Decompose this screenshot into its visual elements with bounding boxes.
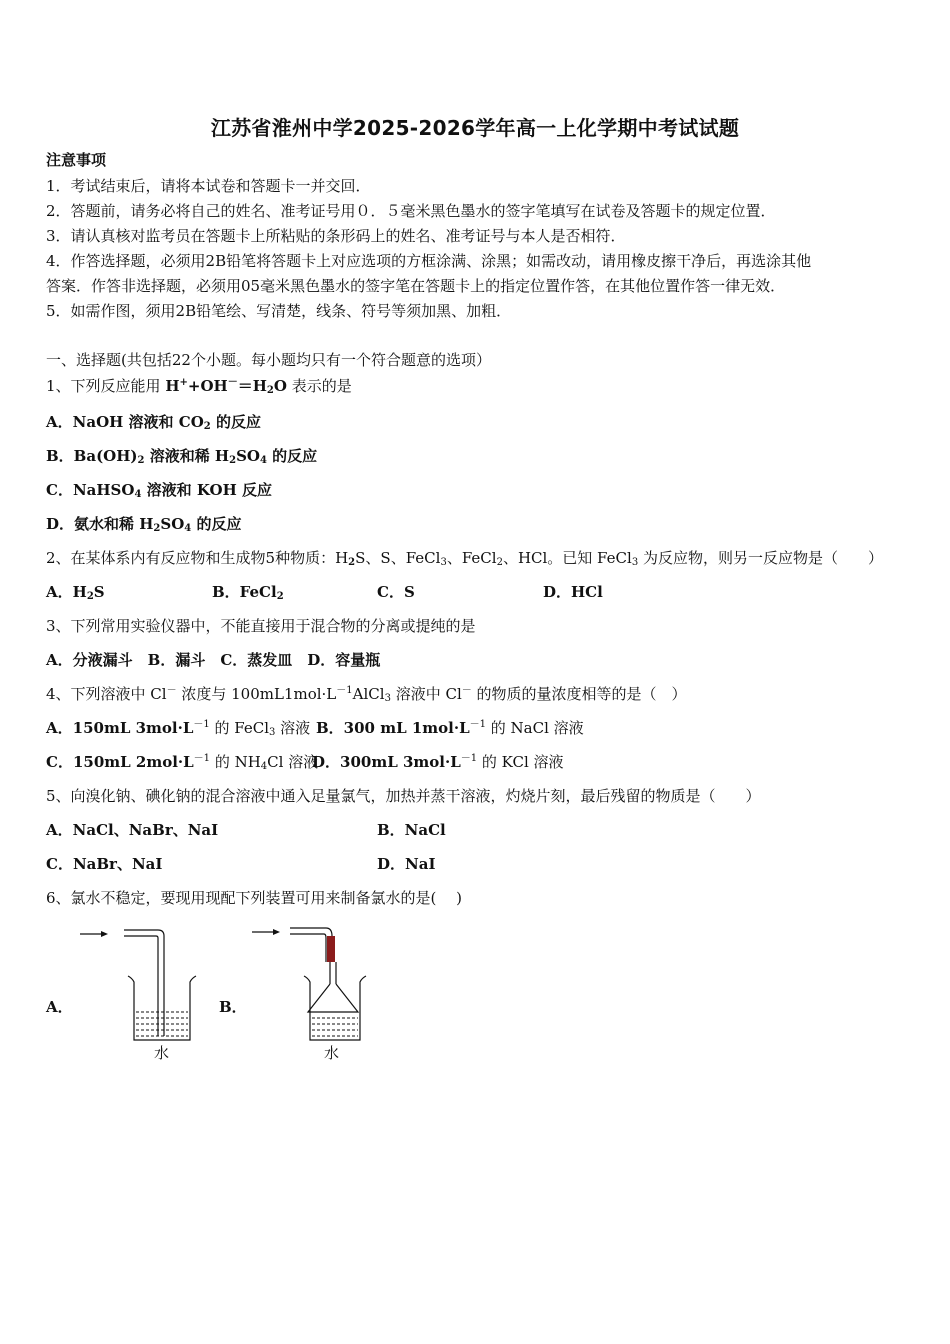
arrow-icon [252, 929, 280, 935]
q1-c-sub: 4 [134, 489, 142, 500]
q1-hsup: + [179, 377, 188, 388]
q4-part: 浓度与 100mL1mol·L [176, 685, 337, 703]
q1-option-b[interactable] [46, 446, 317, 466]
q4-part: AlCl [352, 685, 385, 703]
q2-option-c[interactable]: C．S [377, 583, 415, 601]
note-item: 1．考试结束后，请将本试卷和答题卡一并交回． [46, 177, 371, 195]
note-item: 2．答题前，请务必将自己的姓名、准考证号用０．５毫米黑色墨水的签字笔填写在试卷及答题卡的规定位置． [46, 202, 776, 220]
q1-post: 表示的是 [291, 377, 352, 395]
q2-sub: 2 [348, 557, 356, 568]
q2-option-b[interactable] [212, 582, 284, 602]
q1-o: O [273, 377, 287, 395]
q1-d-part: 的反应 [191, 515, 242, 533]
water-level [136, 1012, 188, 1036]
q2-option-a[interactable] [46, 582, 105, 602]
q5-option-a[interactable]: A．NaCl、NaBr、NaI [46, 821, 219, 839]
q6-option-b[interactable]: B． [219, 998, 247, 1016]
q2-a-part: S [93, 583, 105, 601]
q1-plus: +OH [187, 377, 228, 395]
water-label-b: 水 [324, 1044, 340, 1062]
q1-eq: ＝H [237, 377, 267, 395]
q4-sup: － [166, 685, 177, 696]
q1-b-sub: 2 [229, 455, 237, 466]
q1-b-sub: 4 [259, 455, 267, 466]
q4-sup: －1 [336, 685, 353, 696]
q2-part: 、FeCl [446, 549, 497, 567]
q1-d-sub: 4 [184, 523, 192, 534]
q2-b-part: B．FeCl [212, 583, 277, 601]
note-item: 3．请认真核对监考员在答题卡上所粘贴的条形码上的姓名、准考证号与本人是否相符． [46, 227, 626, 245]
q1-h: H [165, 377, 180, 395]
question-5: 5、向溴化钠、碘化钠的混合溶液中通入足量氯气，加热并蒸干溶液，灼烧片刻，最后残留的物质是（ ） [46, 787, 761, 805]
q6-option-a[interactable]: A． [46, 998, 73, 1016]
note-item: 答案．作答非选择题，必须用05毫米黑色墨水的签字笔在答题卡上的指定位置作答，在其他位置作答一律无效． [46, 277, 786, 295]
water-label-a: 水 [154, 1044, 170, 1062]
q4-b-sup: －1 [469, 719, 487, 730]
q5-option-b[interactable]: B．NaCl [377, 821, 446, 839]
q4-c-part: 的 NH [210, 753, 261, 771]
q1-b-part: SO [236, 447, 260, 465]
question-2 [46, 548, 883, 568]
glass-tube [124, 930, 164, 1036]
q2-sub: 2 [496, 557, 503, 568]
funnel-icon [308, 962, 358, 1012]
q4-d-part: D．300mL 3mol·L [312, 753, 461, 771]
q2-part: 、HCl。已知 FeCl [502, 549, 632, 567]
glass-tube [290, 928, 332, 962]
q1-d-sub: 2 [153, 523, 161, 534]
q4-a-part: A．150mL 3mol·L [46, 719, 194, 737]
q4-a-part: 溶液 [275, 719, 311, 737]
q3-options[interactable]: A．分液漏斗 B．漏斗 C．蒸发皿 D．容量瓶 [46, 651, 381, 669]
q1-b-part: 的反应 [266, 447, 318, 465]
q2-a-sub: 2 [86, 591, 94, 602]
q4-d-part: 的 KCl 溶液 [477, 753, 564, 771]
q1-option-a[interactable] [46, 412, 261, 432]
apparatus-a-diagram [74, 922, 204, 1064]
q5-option-c[interactable]: C．NaBr、NaI [46, 855, 163, 873]
question-1 [46, 376, 352, 396]
q4-sup: － [461, 685, 472, 696]
q1-d-part: SO [160, 515, 185, 533]
q5-option-d[interactable]: D．NaI [377, 855, 436, 873]
q4-a-part: 的 FeCl [209, 719, 270, 737]
q4-sub: 3 [384, 693, 391, 704]
q4-c-part: Cl 溶液 [267, 753, 319, 771]
q4-part: 4、下列溶液中 Cl [46, 685, 167, 703]
q4-a-sub: 3 [269, 727, 276, 738]
q1-option-c[interactable] [46, 480, 272, 500]
q2-part: S、S、FeCl [355, 549, 441, 567]
section-heading: 一、选择题(共包括22个小题。每小题均只有一个符合题意的选项） [46, 351, 491, 369]
q2-part: 2、在某体系内有反应物和生成物5种物质：H [46, 549, 349, 567]
q1-option-d[interactable] [46, 514, 241, 534]
q4-option-c[interactable] [46, 752, 318, 772]
water-level [312, 1012, 358, 1036]
q4-d-sup: －1 [460, 753, 478, 764]
q1-a-part: 的反应 [210, 413, 261, 431]
q1-ohsup: － [227, 377, 238, 388]
q1-c-part: 溶液和 KOH 反应 [141, 481, 272, 499]
q2-a-part: A．H [46, 583, 87, 601]
q4-option-a[interactable] [46, 718, 310, 738]
q1-d-part: D．氨水和稀 H [46, 515, 154, 533]
q4-b-part: 的 NaCl 溶液 [486, 719, 584, 737]
q2-b-sub: 2 [276, 591, 284, 602]
note-item: 5．如需作图，须用2B铅笔绘、写清楚，线条、符号等须加黑、加粗． [46, 302, 512, 320]
q4-option-b[interactable] [316, 718, 584, 738]
page-title: 江苏省淮州中学2025-2026学年高一上化学期中考试试题 [210, 116, 740, 140]
apparatus-b-diagram [246, 922, 376, 1064]
q4-part: 的物质的量浓度相等的是（ ） [471, 685, 687, 703]
notes-heading: 注意事项 [46, 151, 107, 169]
q4-b-part: B．300 mL 1mol·L [316, 719, 470, 737]
q2-sub: 3 [631, 557, 639, 568]
q2-part: 为反应物，则另一反应物是（ ） [638, 549, 883, 567]
q4-option-d[interactable] [312, 752, 564, 772]
q1-b-part: 溶液和稀 H [144, 447, 230, 465]
q2-sub: 3 [440, 557, 447, 568]
question-4 [46, 684, 687, 704]
q4-a-sup: －1 [193, 719, 210, 730]
q1-two: 2 [266, 385, 274, 396]
question-6: 6、氯水不稳定，要现用现配下列装置可用来制备氯水的是( ) [46, 889, 463, 907]
q2-option-d[interactable]: D．HCl [543, 583, 603, 601]
q1-b-part: B．Ba(OH) [46, 447, 138, 465]
q4-c-sup: －1 [193, 753, 211, 764]
rubber-tube [327, 936, 335, 962]
question-3: 3、下列常用实验仪器中，不能直接用于混合物的分离或提纯的是 [46, 617, 476, 635]
q1-pre: 1、下列反应能用 [46, 377, 161, 395]
arrow-icon [80, 931, 108, 937]
q1-a-sub: 2 [203, 421, 211, 432]
q1-b-sub: 2 [137, 455, 145, 466]
q1-c-part: C．NaHSO [46, 481, 135, 499]
q4-c-part: C．150mL 2mol·L [46, 753, 194, 771]
q4-c-sub: 4 [260, 761, 268, 772]
q1-a-part: A．NaOH 溶液和 CO [46, 413, 204, 431]
q4-part: 溶液中 Cl [390, 685, 462, 703]
note-item: 4．作答选择题，必须用2B铅笔将答题卡上对应选项的方框涂满、涂黑；如需改动，请用橡皮擦干净后，再选涂其他 [46, 252, 812, 270]
